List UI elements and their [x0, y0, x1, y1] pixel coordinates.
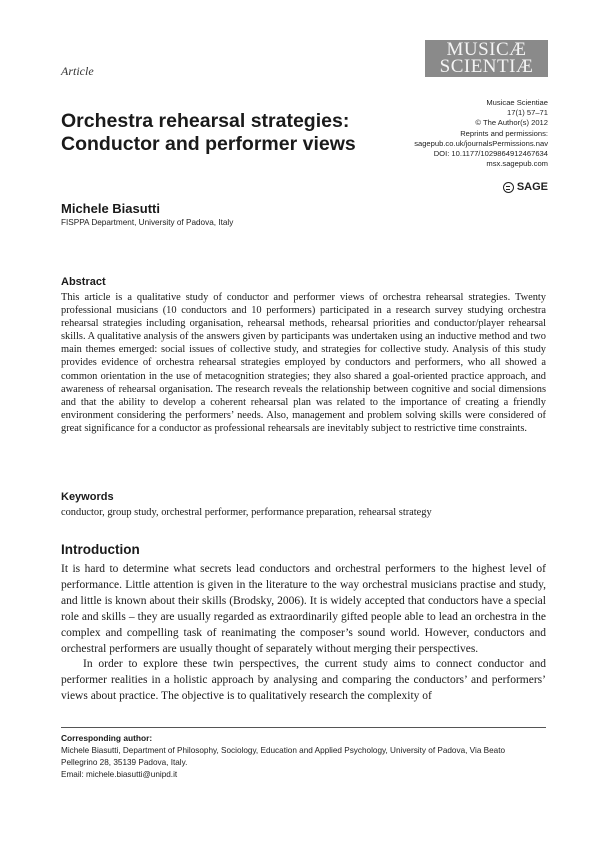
- publisher-name: SAGE: [516, 181, 548, 193]
- volume-issue-pages: 17(1) 57–71: [507, 108, 548, 118]
- article-title: [61, 110, 401, 156]
- title-line-1: Orchestra rehearsal strategies:: [61, 110, 350, 132]
- permissions-url: sagepub.co.uk/journalsPermissions.nav: [414, 138, 548, 148]
- footnote-divider: [61, 727, 546, 728]
- corresponding-email: Email: michele.biasutti@unipd.it: [61, 770, 178, 780]
- journal-logo-line2: SCIENTIÆ: [439, 56, 534, 77]
- copyright: © The Author(s) 2012: [475, 118, 548, 128]
- introduction-paragraph-2: In order to explore these twin perspectives, the current study aims to connect conductor and performer realities in a holistic approach by analysing and comparing the conductors’ and performers’ views about practice. The objective is to qualitatively research the complexity of: [61, 658, 546, 703]
- journal-name: Musicae Scientiae: [486, 98, 548, 107]
- doi: DOI: 10.1177/1029864912467634: [433, 149, 548, 159]
- corresponding-line-1: Michele Biasutti, Department of Philosophy, Sociology, Education and Applied Psychology, University of Padova, Via Beato: [61, 746, 506, 755]
- introduction-paragraph-1: It is hard to determine what secrets lead conductors and orchestral performers to the highest level of performance. Little attention is given in the literature to the way orchestral musicians practise and study, and little is known about their skills (Brodsky, 2006). It is widely accepted that conductors have a special role and skills – they are usually regarded as extraordinarily gifted people able to lead an orchestra in the complex and compelling task of reanimating the composer’s sound world. However, conductors and orchestral performers are usually thought of separately without merging their perspectives.: [61, 563, 546, 655]
- keywords-text: conductor, group study, orchestral performer, performance preparation, rehearsal strategy: [61, 507, 432, 518]
- abstract-heading: Abstract: [61, 276, 106, 288]
- corresponding-line-2: Pellegrino 28, 35139 Padova, Italy.: [61, 758, 188, 768]
- author-affiliation: FISPPA Department, University of Padova, Italy: [61, 218, 234, 227]
- corresponding-author-heading: Corresponding author:: [61, 733, 153, 743]
- author-name: Michele Biasutti: [61, 201, 160, 216]
- journal-logo-line1: MUSICÆ: [446, 40, 527, 60]
- corresponding-author-details: [61, 745, 551, 782]
- article-type-label: Article: [61, 64, 94, 78]
- title-line-2: Conductor and performer views: [61, 133, 356, 155]
- journal-logo: [425, 40, 548, 77]
- introduction-body: [61, 562, 546, 705]
- introduction-heading: Introduction: [61, 542, 140, 557]
- abstract-text: This article is a qualitative study of conductor and performer views of orchestra rehearsal strategies. Twenty professional musicians (10 conductors and 10 performers) participated in a research survey studying orchestra rehearsal strategies including organisation, rehearsal methods, rehearsal priorities and conductor/player rehearsal skills. A qualitative analysis of the answers given by participants was undertaken using an inductive method and two main themes emerged: social issues of collective study, and strategies for collective study. Analysis of this study provides evidence of orchestra rehearsal strategies employed by conductors and performers, who all showed a common orientation in the use of metacognition strategies; they also shared a goal-oriented practice approach, and awareness of rehearsal organisation. The research reveals the relationship between cognitive and social dimensions and that the ability to develop a coherent rehearsal plan was related to the importance of creating a friendly environment considering the performers’ needs. Also, management and problem solving skills were considered of great significance for a conductor as professional rehearsals are inevitably subject to restrictive time constraints.: [61, 292, 546, 434]
- reprints-label: Reprints and permissions:: [460, 128, 548, 138]
- sage-icon: [503, 182, 514, 193]
- publisher-logo: [503, 181, 548, 193]
- journal-url: msx.sagepub.com: [486, 159, 548, 169]
- keywords-heading: Keywords: [61, 491, 114, 503]
